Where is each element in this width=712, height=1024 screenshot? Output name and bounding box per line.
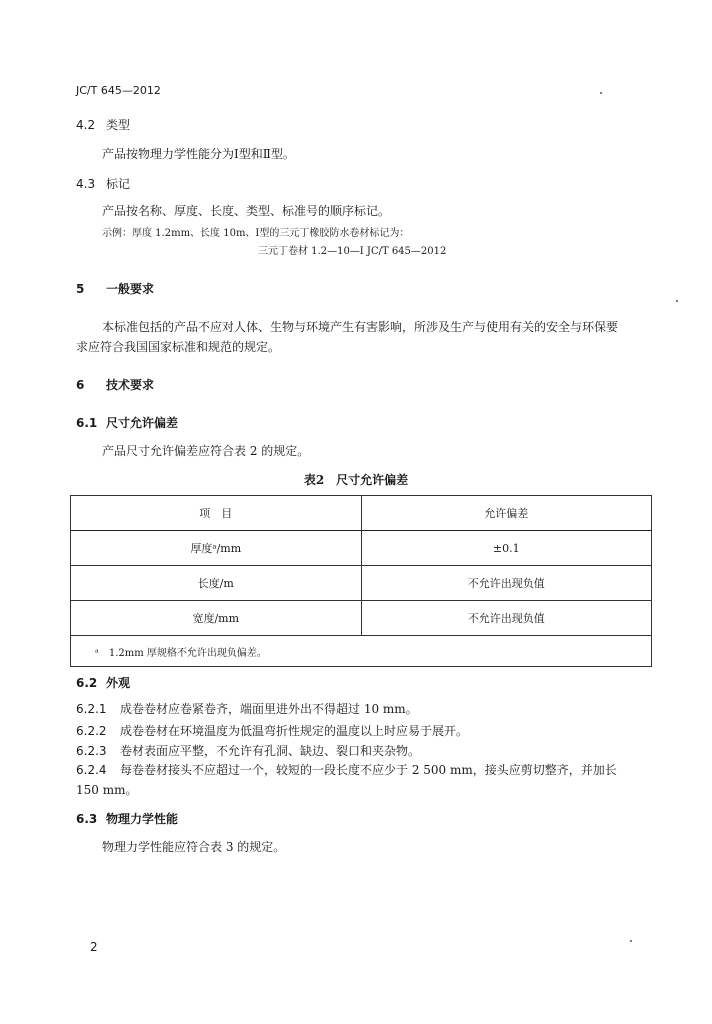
table-cell-item: 长度/m (71, 566, 362, 601)
clause-6-2-3 (76, 742, 420, 759)
table-note-row (71, 636, 652, 667)
clause-text: 卷材表面应平整，不允许有孔洞、缺边、裂口和夹杂物。 (120, 744, 421, 758)
section-number: 6 (76, 378, 85, 392)
section-title: 尺寸允许偏差 (106, 416, 179, 430)
clause-number: 6.2.3 (76, 744, 107, 758)
table-cell-item: 宽度/mm (71, 601, 362, 636)
section-number: 6.1 (76, 416, 98, 430)
section-5-body-line1: 本标准包括的产品不应对人体、生物与环境产生有害影响，所涉及生产与使用有关的安全与环保要 (102, 320, 619, 334)
table-row (71, 601, 652, 636)
table-row (71, 531, 652, 566)
clause-6-2-2 (76, 722, 468, 739)
clause-number: 6.2.2 (76, 724, 107, 738)
clause-6-2-4 (76, 761, 617, 778)
section-6-heading (76, 376, 154, 393)
table-2-title: 表2 尺寸允许偏差 (303, 473, 409, 487)
clause-text: 成卷卷材应卷紧卷齐，端面里进外出不得超过 10 mm。 (120, 702, 418, 716)
section-title: 技术要求 (106, 378, 155, 392)
section-6-2-heading (76, 674, 130, 691)
table-header-tolerance: 允许偏差 (361, 496, 652, 531)
section-6-3-heading (76, 810, 178, 827)
section-number: 5 (76, 282, 85, 296)
section-title: 一般要求 (106, 282, 155, 296)
section-number: 4.3 (76, 177, 96, 191)
section-4-3-heading (76, 175, 130, 192)
table-cell-tolerance: 不允许出现负值 (361, 566, 652, 601)
clause-number: 6.2.4 (76, 763, 107, 777)
section-title: 类型 (106, 118, 131, 132)
section-6-1-heading (76, 414, 178, 431)
clause-number: 6.2.1 (76, 702, 107, 716)
section-5-body-line2: 求应符合我国国家标准和规范的规定。 (76, 340, 281, 354)
table-header-item: 项 目 (71, 496, 362, 531)
section-6-3-body: 物理力学性能应符合表 3 的规定。 (102, 840, 286, 854)
clause-6-2-4-continued: 150 mm。 (76, 783, 138, 797)
table-footnote: ᵃ 1.2mm 厚规格不允许出现负偏差。 (71, 636, 652, 667)
tolerance-table (70, 495, 652, 667)
table-row (71, 566, 652, 601)
table-cell-item: 厚度ᵃ/mm (71, 531, 362, 566)
section-number: 6.2 (76, 676, 98, 690)
standard-code-header: JC/T 645—2012 (76, 84, 161, 97)
scan-speck (676, 300, 678, 302)
section-title: 外观 (106, 676, 131, 690)
section-number: 4.2 (76, 118, 96, 132)
section-title: 标记 (106, 177, 131, 191)
clause-6-2-1 (76, 700, 418, 717)
table-cell-tolerance: ±0.1 (361, 531, 652, 566)
section-number: 6.3 (76, 812, 98, 826)
section-4-3-body: 产品按名称、厚度、长度、类型、标准号的顺序标记。 (102, 204, 391, 218)
section-title: 物理力学性能 (106, 812, 179, 826)
section-5-heading (76, 280, 154, 297)
section-4-2-body: 产品按物理力学性能分为Ⅰ型和Ⅱ型。 (102, 147, 295, 161)
marking-example: 示例：厚度 1.2mm、长度 10m、Ⅰ型的三元丁橡胶防水卷材标记为： (102, 228, 410, 239)
scan-speck (630, 940, 632, 942)
table-cell-tolerance: 不允许出现负值 (361, 601, 652, 636)
scan-speck (600, 92, 602, 94)
clause-text: 成卷卷材在环境温度为低温弯折性规定的温度以上时应易于展开。 (120, 724, 469, 738)
table-header-row (71, 496, 652, 531)
clause-text: 每卷卷材接头不应超过一个，较短的一段长度不应少于 2 500 mm，接头应剪切整齐，并加长 (120, 763, 617, 777)
section-6-1-body: 产品尺寸允许偏差应符合表 2 的规定。 (102, 444, 310, 458)
section-4-2-heading (76, 116, 130, 133)
page-number: 2 (90, 940, 98, 954)
marking-example-code: 三元丁卷材 1.2—10—Ⅰ JC/T 645—2012 (258, 246, 447, 257)
